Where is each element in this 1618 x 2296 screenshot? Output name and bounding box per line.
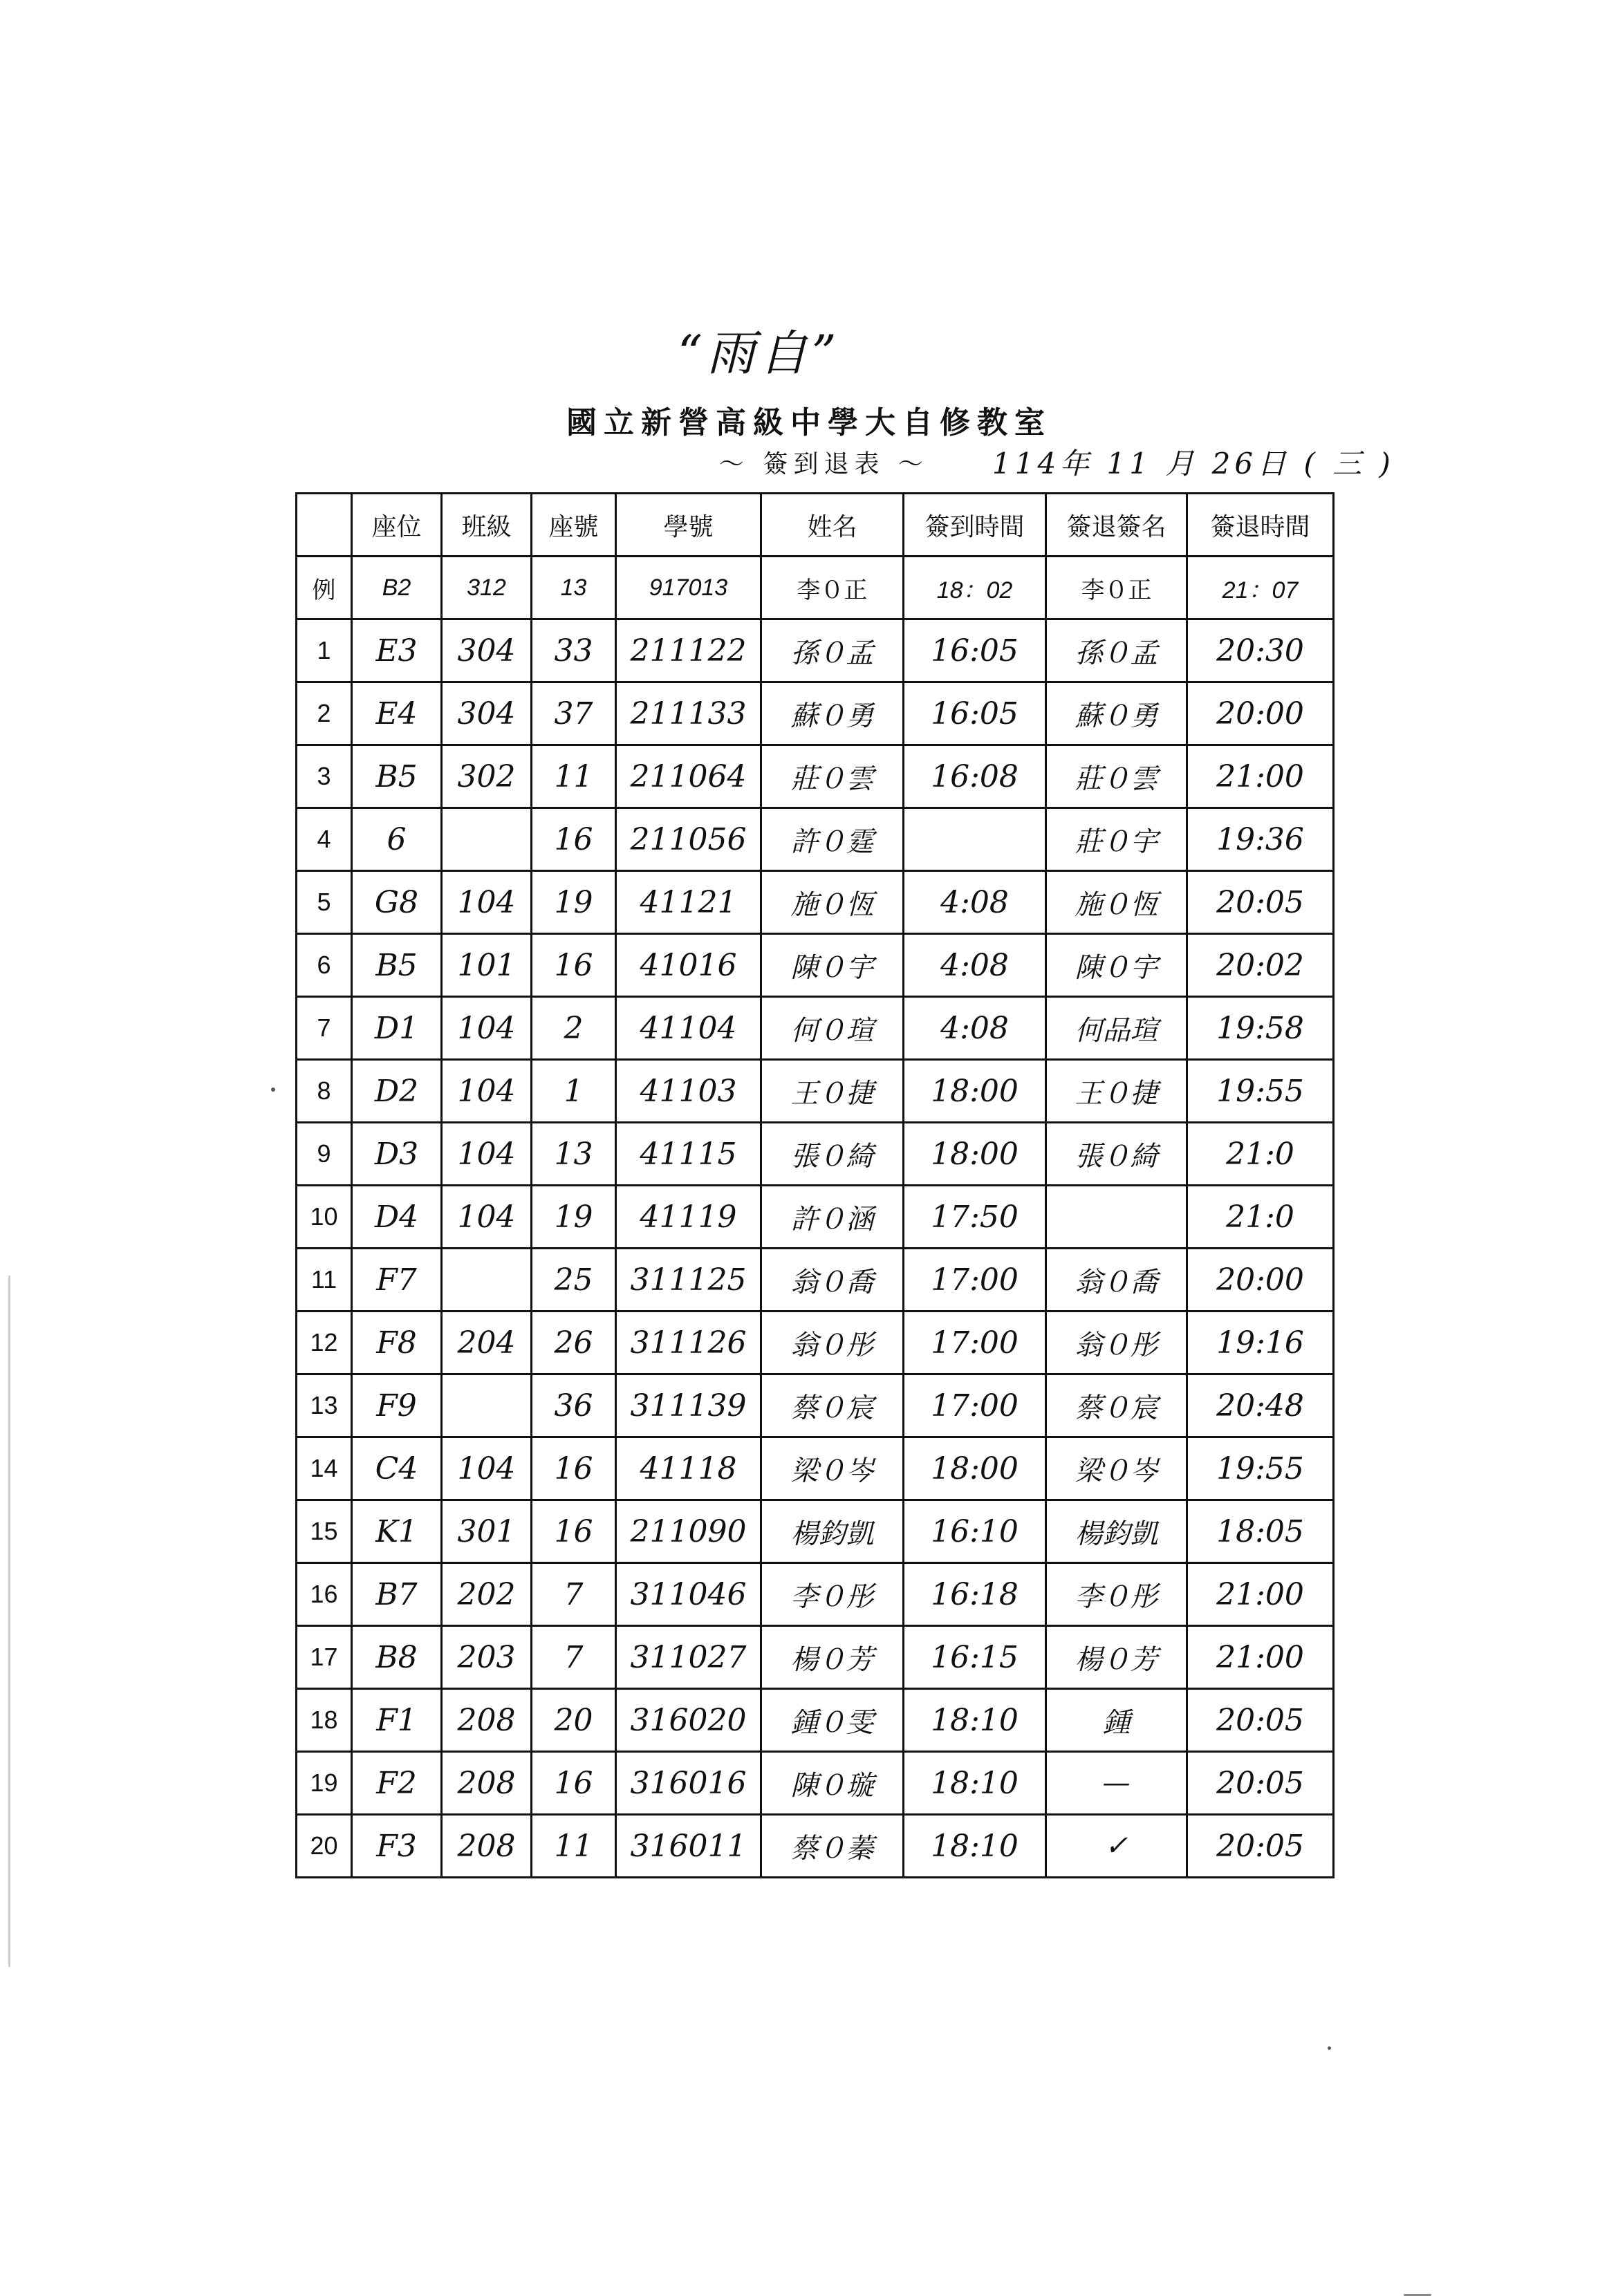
cell-number: 16 (532, 1437, 616, 1500)
cell-student-id: 211122 (616, 619, 761, 682)
table-row (297, 1123, 1334, 1186)
column-header-number: 座號 (532, 494, 616, 557)
cell-class (442, 808, 532, 871)
cell-no: 17 (297, 1626, 352, 1689)
cell-number: 19 (532, 871, 616, 934)
cell-no: 6 (297, 934, 352, 997)
scan-speck (1328, 2046, 1331, 2050)
table-row (297, 1374, 1334, 1437)
cell-signature (1046, 1186, 1187, 1249)
example-student-id: 917013 (616, 557, 761, 619)
cell-number: 20 (532, 1689, 616, 1752)
cell-checkout: 19:36 (1187, 808, 1334, 871)
cell-no: 7 (297, 997, 352, 1060)
cell-checkin: 4:08 (904, 871, 1046, 934)
cell-checkout: 19:55 (1187, 1060, 1334, 1123)
table-row (297, 1249, 1334, 1312)
cell-student-id: 41118 (616, 1437, 761, 1500)
cell-number: 2 (532, 997, 616, 1060)
cell-no: 16 (297, 1563, 352, 1626)
cell-signature: 王０捷 (1046, 1060, 1187, 1123)
cell-signature: 孫０孟 (1046, 619, 1187, 682)
example-signature: 李０正 (1046, 557, 1187, 619)
cell-student-id: 211133 (616, 682, 761, 745)
cell-number: 16 (532, 1752, 616, 1815)
cell-class: 104 (442, 1437, 532, 1500)
cell-checkin: 16:08 (904, 745, 1046, 808)
column-header-seat: 座位 (352, 494, 442, 557)
cell-no: 10 (297, 1186, 352, 1249)
cell-signature: — (1046, 1752, 1187, 1815)
cell-class: 304 (442, 682, 532, 745)
cell-seat: B5 (352, 934, 442, 997)
cell-signature: 鍾 (1046, 1689, 1187, 1752)
cell-seat: D4 (352, 1186, 442, 1249)
cell-no: 4 (297, 808, 352, 871)
table-row (297, 682, 1334, 745)
cell-student-id: 311139 (616, 1374, 761, 1437)
cell-checkin: 17:00 (904, 1249, 1046, 1312)
cell-checkout: 21:0 (1187, 1186, 1334, 1249)
cell-number: 7 (532, 1626, 616, 1689)
table-row (297, 1752, 1334, 1815)
cell-name: 楊鈞凱 (761, 1500, 904, 1563)
cell-signature: 莊０雲 (1046, 745, 1187, 808)
table-row (297, 1312, 1334, 1374)
page-title: 國立新營高級中學大自修教室 (566, 405, 1052, 440)
cell-seat: B5 (352, 745, 442, 808)
cell-no: 5 (297, 871, 352, 934)
cell-class (442, 1374, 532, 1437)
cell-checkin: 17:50 (904, 1186, 1046, 1249)
cell-number: 36 (532, 1374, 616, 1437)
cell-class: 304 (442, 619, 532, 682)
scan-speck (271, 1088, 275, 1092)
cell-name: 蘇０勇 (761, 682, 904, 745)
cell-checkout: 20:48 (1187, 1374, 1334, 1437)
cell-seat: F7 (352, 1249, 442, 1312)
example-name: 李０正 (761, 557, 904, 619)
cell-checkin: 4:08 (904, 997, 1046, 1060)
cell-checkin: 16:18 (904, 1563, 1046, 1626)
cell-name: 梁０岑 (761, 1437, 904, 1500)
cell-class: 104 (442, 1186, 532, 1249)
cell-no: 20 (297, 1815, 352, 1878)
cell-seat: B7 (352, 1563, 442, 1626)
cell-no: 18 (297, 1689, 352, 1752)
table-row (297, 1815, 1334, 1878)
cell-class: 104 (442, 1123, 532, 1186)
cell-student-id: 41115 (616, 1123, 761, 1186)
cell-number: 11 (532, 1815, 616, 1878)
example-number: 13 (532, 557, 616, 619)
column-header-class: 班級 (442, 494, 532, 557)
cell-checkout: 20:00 (1187, 1249, 1334, 1312)
cell-student-id: 316016 (616, 1752, 761, 1815)
cell-no: 12 (297, 1312, 352, 1374)
cell-student-id: 41121 (616, 871, 761, 934)
cell-class: 104 (442, 871, 532, 934)
cell-checkin (904, 808, 1046, 871)
cell-checkin: 18:10 (904, 1752, 1046, 1815)
cell-seat: C4 (352, 1437, 442, 1500)
page-subtitle: ～ 簽到退表 ～ (719, 450, 929, 478)
cell-name: 許０霆 (761, 808, 904, 871)
cell-checkin: 18:00 (904, 1123, 1046, 1186)
cell-class: 104 (442, 997, 532, 1060)
cell-checkin: 18:00 (904, 1060, 1046, 1123)
cell-name: 陳０宇 (761, 934, 904, 997)
scan-edge-line (8, 1276, 10, 1967)
cell-number: 19 (532, 1186, 616, 1249)
cell-student-id: 41104 (616, 997, 761, 1060)
cell-signature: 翁０喬 (1046, 1249, 1187, 1312)
cell-class: 208 (442, 1689, 532, 1752)
cell-no: 14 (297, 1437, 352, 1500)
cell-no: 9 (297, 1123, 352, 1186)
cell-name: 王０捷 (761, 1060, 904, 1123)
cell-number: 16 (532, 934, 616, 997)
cell-class: 202 (442, 1563, 532, 1626)
column-header-checkout: 簽退時間 (1187, 494, 1334, 557)
cell-student-id: 41016 (616, 934, 761, 997)
cell-seat: E3 (352, 619, 442, 682)
cell-class: 301 (442, 1500, 532, 1563)
cell-checkout: 20:00 (1187, 682, 1334, 745)
cell-signature: 蘇０勇 (1046, 682, 1187, 745)
table-row (297, 808, 1334, 871)
table-row (297, 619, 1334, 682)
cell-class: 208 (442, 1815, 532, 1878)
cell-signature: 何品瑄 (1046, 997, 1187, 1060)
cell-name: 許０涵 (761, 1186, 904, 1249)
cell-number: 1 (532, 1060, 616, 1123)
cell-name: 陳０璇 (761, 1752, 904, 1815)
cell-checkin: 18:10 (904, 1689, 1046, 1752)
cell-name: 翁０彤 (761, 1312, 904, 1374)
cell-seat: F2 (352, 1752, 442, 1815)
column-header-name: 姓名 (761, 494, 904, 557)
cell-checkout: 20:05 (1187, 871, 1334, 934)
cell-checkin: 16:10 (904, 1500, 1046, 1563)
cell-number: 11 (532, 745, 616, 808)
cell-name: 何０瑄 (761, 997, 904, 1060)
cell-checkout: 21:00 (1187, 745, 1334, 808)
example-checkout: 21：07 (1187, 557, 1334, 619)
cell-number: 16 (532, 1500, 616, 1563)
cell-no: 1 (297, 619, 352, 682)
cell-checkin: 17:00 (904, 1312, 1046, 1374)
table-row (297, 1689, 1334, 1752)
cell-no: 8 (297, 1060, 352, 1123)
cell-signature: 蔡０宸 (1046, 1374, 1187, 1437)
table-row (297, 871, 1334, 934)
cell-checkout: 19:16 (1187, 1312, 1334, 1374)
cell-no: 2 (297, 682, 352, 745)
cell-checkout: 21:00 (1187, 1626, 1334, 1689)
cell-name: 楊０芳 (761, 1626, 904, 1689)
cell-class: 104 (442, 1060, 532, 1123)
cell-seat: D2 (352, 1060, 442, 1123)
cell-number: 16 (532, 808, 616, 871)
cell-name: 翁０喬 (761, 1249, 904, 1312)
cell-class: 302 (442, 745, 532, 808)
cell-seat: K1 (352, 1500, 442, 1563)
cell-seat: G8 (352, 871, 442, 934)
cell-number: 25 (532, 1249, 616, 1312)
cell-class: 208 (442, 1752, 532, 1815)
cell-student-id: 41103 (616, 1060, 761, 1123)
cell-student-id: 311125 (616, 1249, 761, 1312)
column-header-corner (297, 494, 352, 557)
cell-checkin: 4:08 (904, 934, 1046, 997)
table-row (297, 1626, 1334, 1689)
cell-seat: F1 (352, 1689, 442, 1752)
cell-student-id: 316020 (616, 1689, 761, 1752)
table-row (297, 1186, 1334, 1249)
cell-student-id: 311046 (616, 1563, 761, 1626)
cell-signature: ✓ (1046, 1815, 1187, 1878)
table-row (297, 1437, 1334, 1500)
cell-number: 26 (532, 1312, 616, 1374)
example-seat: B2 (352, 557, 442, 619)
example-class: 312 (442, 557, 532, 619)
cell-signature: 楊０芳 (1046, 1626, 1187, 1689)
cell-checkin: 16:05 (904, 682, 1046, 745)
cell-checkin: 18:10 (904, 1815, 1046, 1878)
cell-name: 蔡０蓁 (761, 1815, 904, 1878)
cell-name: 孫０孟 (761, 619, 904, 682)
cell-seat: D3 (352, 1123, 442, 1186)
cell-class: 204 (442, 1312, 532, 1374)
table-row (297, 1060, 1334, 1123)
cell-checkout: 21:0 (1187, 1123, 1334, 1186)
cell-no: 19 (297, 1752, 352, 1815)
column-header-checkin: 簽到時間 (904, 494, 1046, 557)
cell-checkout: 20:30 (1187, 619, 1334, 682)
cell-seat: F8 (352, 1312, 442, 1374)
cell-checkin: 18:00 (904, 1437, 1046, 1500)
cell-number: 33 (532, 619, 616, 682)
cell-class: 101 (442, 934, 532, 997)
column-header-signature: 簽退簽名 (1046, 494, 1187, 557)
cell-checkin: 16:15 (904, 1626, 1046, 1689)
cell-checkout: 20:05 (1187, 1815, 1334, 1878)
cell-signature: 施０恆 (1046, 871, 1187, 934)
cell-checkin: 16:05 (904, 619, 1046, 682)
cell-student-id: 211064 (616, 745, 761, 808)
table-row (297, 745, 1334, 808)
cell-seat: F9 (352, 1374, 442, 1437)
cell-signature: 陳０宇 (1046, 934, 1187, 997)
example-checkin: 18：02 (904, 557, 1046, 619)
cell-checkout: 19:55 (1187, 1437, 1334, 1500)
cell-student-id: 41119 (616, 1186, 761, 1249)
cell-seat: 6 (352, 808, 442, 871)
table-row (297, 1500, 1334, 1563)
cell-checkin: 17:00 (904, 1374, 1046, 1437)
cell-seat: F3 (352, 1815, 442, 1878)
example-row (297, 557, 1334, 619)
handwritten-date: 114年 11 月 26日 ( 三 ) (992, 447, 1395, 480)
table-header-row (297, 494, 1334, 557)
cell-name: 蔡０宸 (761, 1374, 904, 1437)
cell-student-id: 211090 (616, 1500, 761, 1563)
cell-checkout: 20:02 (1187, 934, 1334, 997)
cell-seat: B8 (352, 1626, 442, 1689)
cell-signature: 楊鈞凱 (1046, 1500, 1187, 1563)
cell-signature: 梁０岑 (1046, 1437, 1187, 1500)
cell-signature: 莊０宇 (1046, 808, 1187, 871)
cell-checkout: 21:00 (1187, 1563, 1334, 1626)
cell-no: 15 (297, 1500, 352, 1563)
cell-checkout: 19:58 (1187, 997, 1334, 1060)
example-label: 例 (297, 557, 352, 619)
cell-number: 37 (532, 682, 616, 745)
cell-name: 施０恆 (761, 871, 904, 934)
table-row (297, 997, 1334, 1060)
cell-number: 13 (532, 1123, 616, 1186)
cell-signature: 翁０彤 (1046, 1312, 1187, 1374)
cell-seat: D1 (352, 997, 442, 1060)
cell-student-id: 311027 (616, 1626, 761, 1689)
cell-no: 13 (297, 1374, 352, 1437)
cell-checkout: 18:05 (1187, 1500, 1334, 1563)
cell-name: 李０彤 (761, 1563, 904, 1626)
cell-number: 7 (532, 1563, 616, 1626)
table-row (297, 934, 1334, 997)
cell-no: 3 (297, 745, 352, 808)
handwritten-note: “雨自” (678, 325, 841, 382)
cell-student-id: 211056 (616, 808, 761, 871)
cell-student-id: 311126 (616, 1312, 761, 1374)
column-header-student-id: 學號 (616, 494, 761, 557)
cell-signature: 李０彤 (1046, 1563, 1187, 1626)
cell-checkout: 20:05 (1187, 1689, 1334, 1752)
cell-no: 11 (297, 1249, 352, 1312)
cell-name: 莊０雲 (761, 745, 904, 808)
cell-name: 張０綺 (761, 1123, 904, 1186)
cell-name: 鍾０雯 (761, 1689, 904, 1752)
table-row (297, 1563, 1334, 1626)
cell-signature: 張０綺 (1046, 1123, 1187, 1186)
cell-checkout: 20:05 (1187, 1752, 1334, 1815)
cell-student-id: 316011 (616, 1815, 761, 1878)
cell-class (442, 1249, 532, 1312)
cell-seat: E4 (352, 682, 442, 745)
cell-class: 203 (442, 1626, 532, 1689)
sign-in-table (295, 492, 1335, 1878)
